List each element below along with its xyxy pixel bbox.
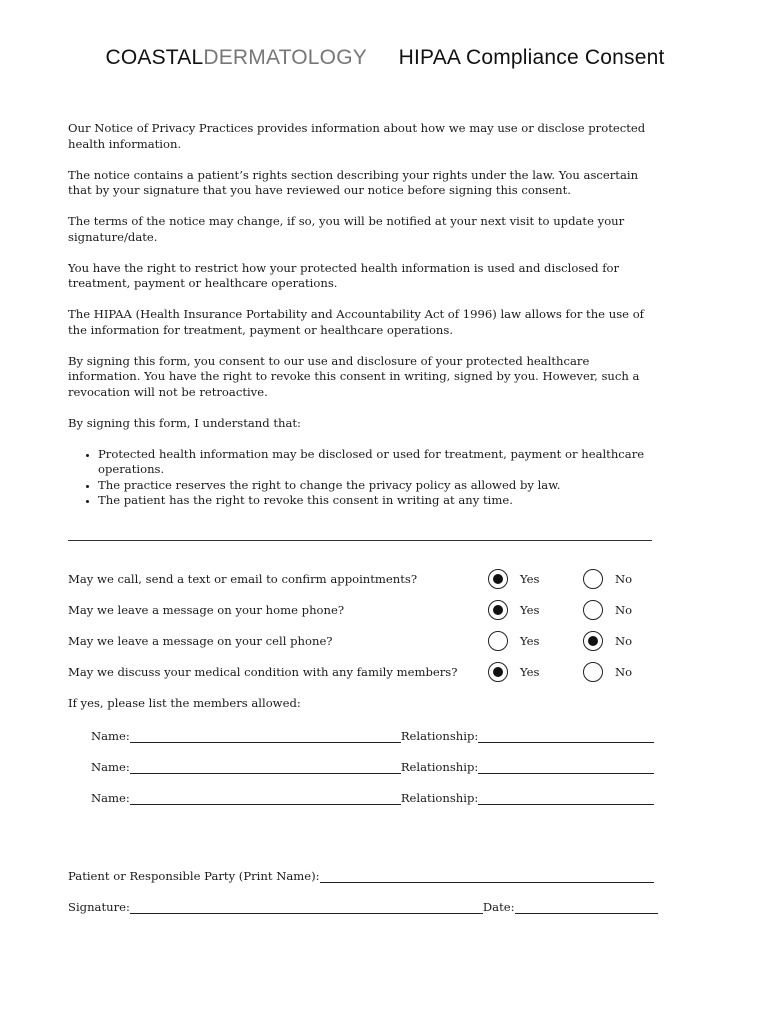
list-item: • The practice reserves the right to change the privacy policy as allowed by law.: [98, 478, 658, 494]
yes-option[interactable]: [488, 569, 539, 589]
yes-radio[interactable]: [488, 631, 508, 651]
document-title: HIPAA Compliance Consent: [398, 46, 665, 69]
member-name-label: Name:: [91, 760, 130, 774]
member-relationship-label: Relationship:: [400, 760, 479, 774]
no-radio[interactable]: [583, 662, 603, 682]
question-text: May we leave a message on your cell phone?: [68, 634, 333, 648]
list-item: • Protected health information may be disclosed or used for treatment, payment or healthcare operations.: [98, 447, 658, 478]
member-relationship-label: Relationship:: [400, 791, 479, 805]
paragraph-terms-change: The terms of the notice may change, if so, you will be notified at your next visit to update your signature/date.: [68, 214, 625, 244]
no-option[interactable]: [583, 569, 632, 589]
contact-permissions: [68, 566, 668, 721]
yes-label: Yes: [520, 572, 540, 586]
family-members-list: [91, 729, 656, 822]
member-name-label: Name:: [91, 791, 130, 805]
yes-option[interactable]: [488, 631, 539, 651]
date-field[interactable]: [515, 900, 658, 914]
member-relationship-field[interactable]: [478, 760, 654, 774]
date-label: Date:: [482, 900, 515, 914]
yes-label: Yes: [520, 634, 540, 648]
question-row-home-phone: [68, 597, 668, 628]
members-prompt: If yes, please list the members allowed:: [68, 696, 301, 710]
question-row-appointments: [68, 566, 668, 597]
section-divider: [68, 540, 652, 541]
signature-section: [68, 869, 658, 931]
brand-name-secondary: DERMATOLOGY: [203, 46, 367, 69]
member-line: [91, 760, 656, 791]
member-relationship-field[interactable]: [478, 791, 654, 805]
no-label: No: [615, 603, 633, 617]
member-relationship-label: Relationship:: [400, 729, 479, 743]
no-option[interactable]: [583, 631, 632, 651]
notice-body: [68, 121, 658, 509]
print-name-label: Patient or Responsible Party (Print Name):: [68, 869, 320, 883]
print-name-row: [68, 869, 658, 900]
no-radio[interactable]: [583, 600, 603, 620]
paragraph-understand: By signing this form, I understand that:: [68, 415, 301, 430]
no-radio[interactable]: [583, 631, 603, 651]
question-text: May we call, send a text or email to confirm appointments?: [68, 572, 418, 586]
yes-radio[interactable]: [488, 600, 508, 620]
paragraph-patient-rights: The notice contains a patient’s rights section describing your rights under the law. You ascertain that by your signature that you have reviewed our notice before signing this consent.: [68, 167, 639, 197]
member-name-field[interactable]: [130, 791, 401, 805]
yes-radio[interactable]: [488, 662, 508, 682]
print-name-field[interactable]: [320, 869, 654, 883]
yes-radio[interactable]: [488, 569, 508, 589]
brand-name-primary: COASTAL: [105, 46, 204, 69]
paragraph-hipaa-law: The HIPAA (Health Insurance Portability and Accountability Act of 1996) law allows for the use of the information for treatment, payment or healthcare operations.: [68, 307, 644, 337]
no-label: No: [615, 572, 633, 586]
paragraph-consent: By signing this form, you consent to our use and disclosure of your protected healthcare information. You have the right to revoke this consent in writing, signed by you. However, such a revocation will not be retroactive.: [68, 353, 640, 399]
no-radio[interactable]: [583, 569, 603, 589]
no-label: No: [615, 634, 633, 648]
question-row-family: [68, 659, 668, 690]
signature-label: Signature:: [68, 900, 130, 914]
yes-label: Yes: [520, 665, 540, 679]
yes-option[interactable]: [488, 662, 539, 682]
question-text: May we leave a message on your home phone?: [68, 603, 345, 617]
members-prompt-row: [68, 690, 668, 721]
signature-row: [68, 900, 658, 931]
no-label: No: [615, 665, 633, 679]
member-line: [91, 729, 656, 760]
member-name-label: Name:: [91, 729, 130, 743]
list-item: • The patient has the right to revoke this consent in writing at any time.: [98, 493, 658, 509]
paragraph-notice-intro: Our Notice of Privacy Practices provides information about how we may use or disclose protected health information.: [68, 121, 646, 151]
member-relationship-field[interactable]: [478, 729, 654, 743]
paragraph-restrict-right: You have the right to restrict how your protected health information is used and disclosed for treatment, payment or healthcare operations.: [68, 260, 620, 290]
member-line: [91, 791, 656, 822]
no-option[interactable]: [583, 662, 632, 682]
understanding-list: [68, 447, 658, 509]
question-row-cell-phone: [68, 628, 668, 659]
document-header: [0, 46, 770, 70]
yes-option[interactable]: [488, 600, 539, 620]
member-name-field[interactable]: [130, 729, 401, 743]
member-name-field[interactable]: [130, 760, 401, 774]
signature-field[interactable]: [130, 900, 483, 914]
no-option[interactable]: [583, 600, 632, 620]
question-text: May we discuss your medical condition with any family members?: [68, 665, 458, 679]
yes-label: Yes: [520, 603, 540, 617]
